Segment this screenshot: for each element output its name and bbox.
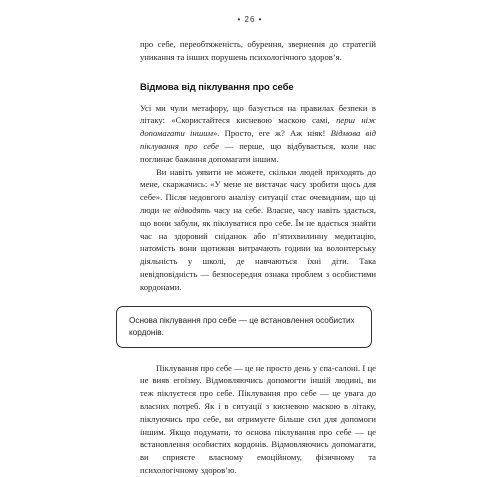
paragraph-1-text-1: Усі ми чули метафору, що базується на правилах безпеки в літаку: «Скористайтеся кисневою маскою самі, (140, 102, 376, 126)
paragraph-2-text-2: часу на себе. Власне, часу навіть здається, що вони забули, як піклуватися про себе. Їм не вдається знайти час на здоровий сніданок або п’ятихвилинну медитацію, натомість вони щотижня витрачають години на волонтерську діяльність у школі, де навчаються їхні діти. Така невідповідність — безпосередня ознака проблем з особистими кордонами. (140, 204, 376, 292)
intro-paragraph: про себе, переобтяженість, обурення, звернення до стратегій уникання та інших порушень психологічного здоров’я. (140, 39, 376, 62)
paragraph-1-italic-2: Відмова від піклування про себе (140, 128, 376, 151)
paragraph-3: Піклування про себе — це не просто день у спа-салоні. І це не вияв егоїзму. Відмовляючись допомогти іншій людині, ви теж піклуєтеся про себе. Піклування про себе — це увага до власних потреб. Як і в ситуації з кисневою маскою в літаку, піклуючись про себе, ви отримуєте більше сил для допомоги іншим. Якщо подумати, то основа піклування про себе — це встановлення особистих кордонів. Відмовляючись допомагати, ви сприяєте власному емоційному, фізичному та психологічному здоров’ю. (140, 362, 376, 475)
paragraph-1-text-3: — перше, що відбувається, коли нас поглинає бажання допомагати іншим. (140, 140, 376, 164)
paragraph-1-text-2: ». Просто, еге ж? Аж ніяк! (212, 128, 331, 139)
callout-text: Основа піклування про себе — це встановлення особистих кордонів. (129, 315, 355, 337)
page-content (129, 38, 376, 477)
paragraph-1-italic-1: перш ніж допомагати іншим (140, 115, 376, 139)
paragraph-2-italic-1: не відводять (162, 204, 211, 215)
paragraph-2 (140, 166, 376, 294)
paragraph-1 (140, 102, 376, 166)
callout-box (116, 306, 372, 348)
paragraph-2-text-1: Ви навіть уявити не можете, скільки людей приходять до мене, скаржачись: «У мене не вистачає часу зробити щось для себе». Після недовгого аналізу ситуації стає очевидним, що ці люди (140, 166, 376, 215)
section-heading: Відмова від піклування про себе (140, 80, 294, 92)
page-number: • 26 • (237, 15, 263, 24)
